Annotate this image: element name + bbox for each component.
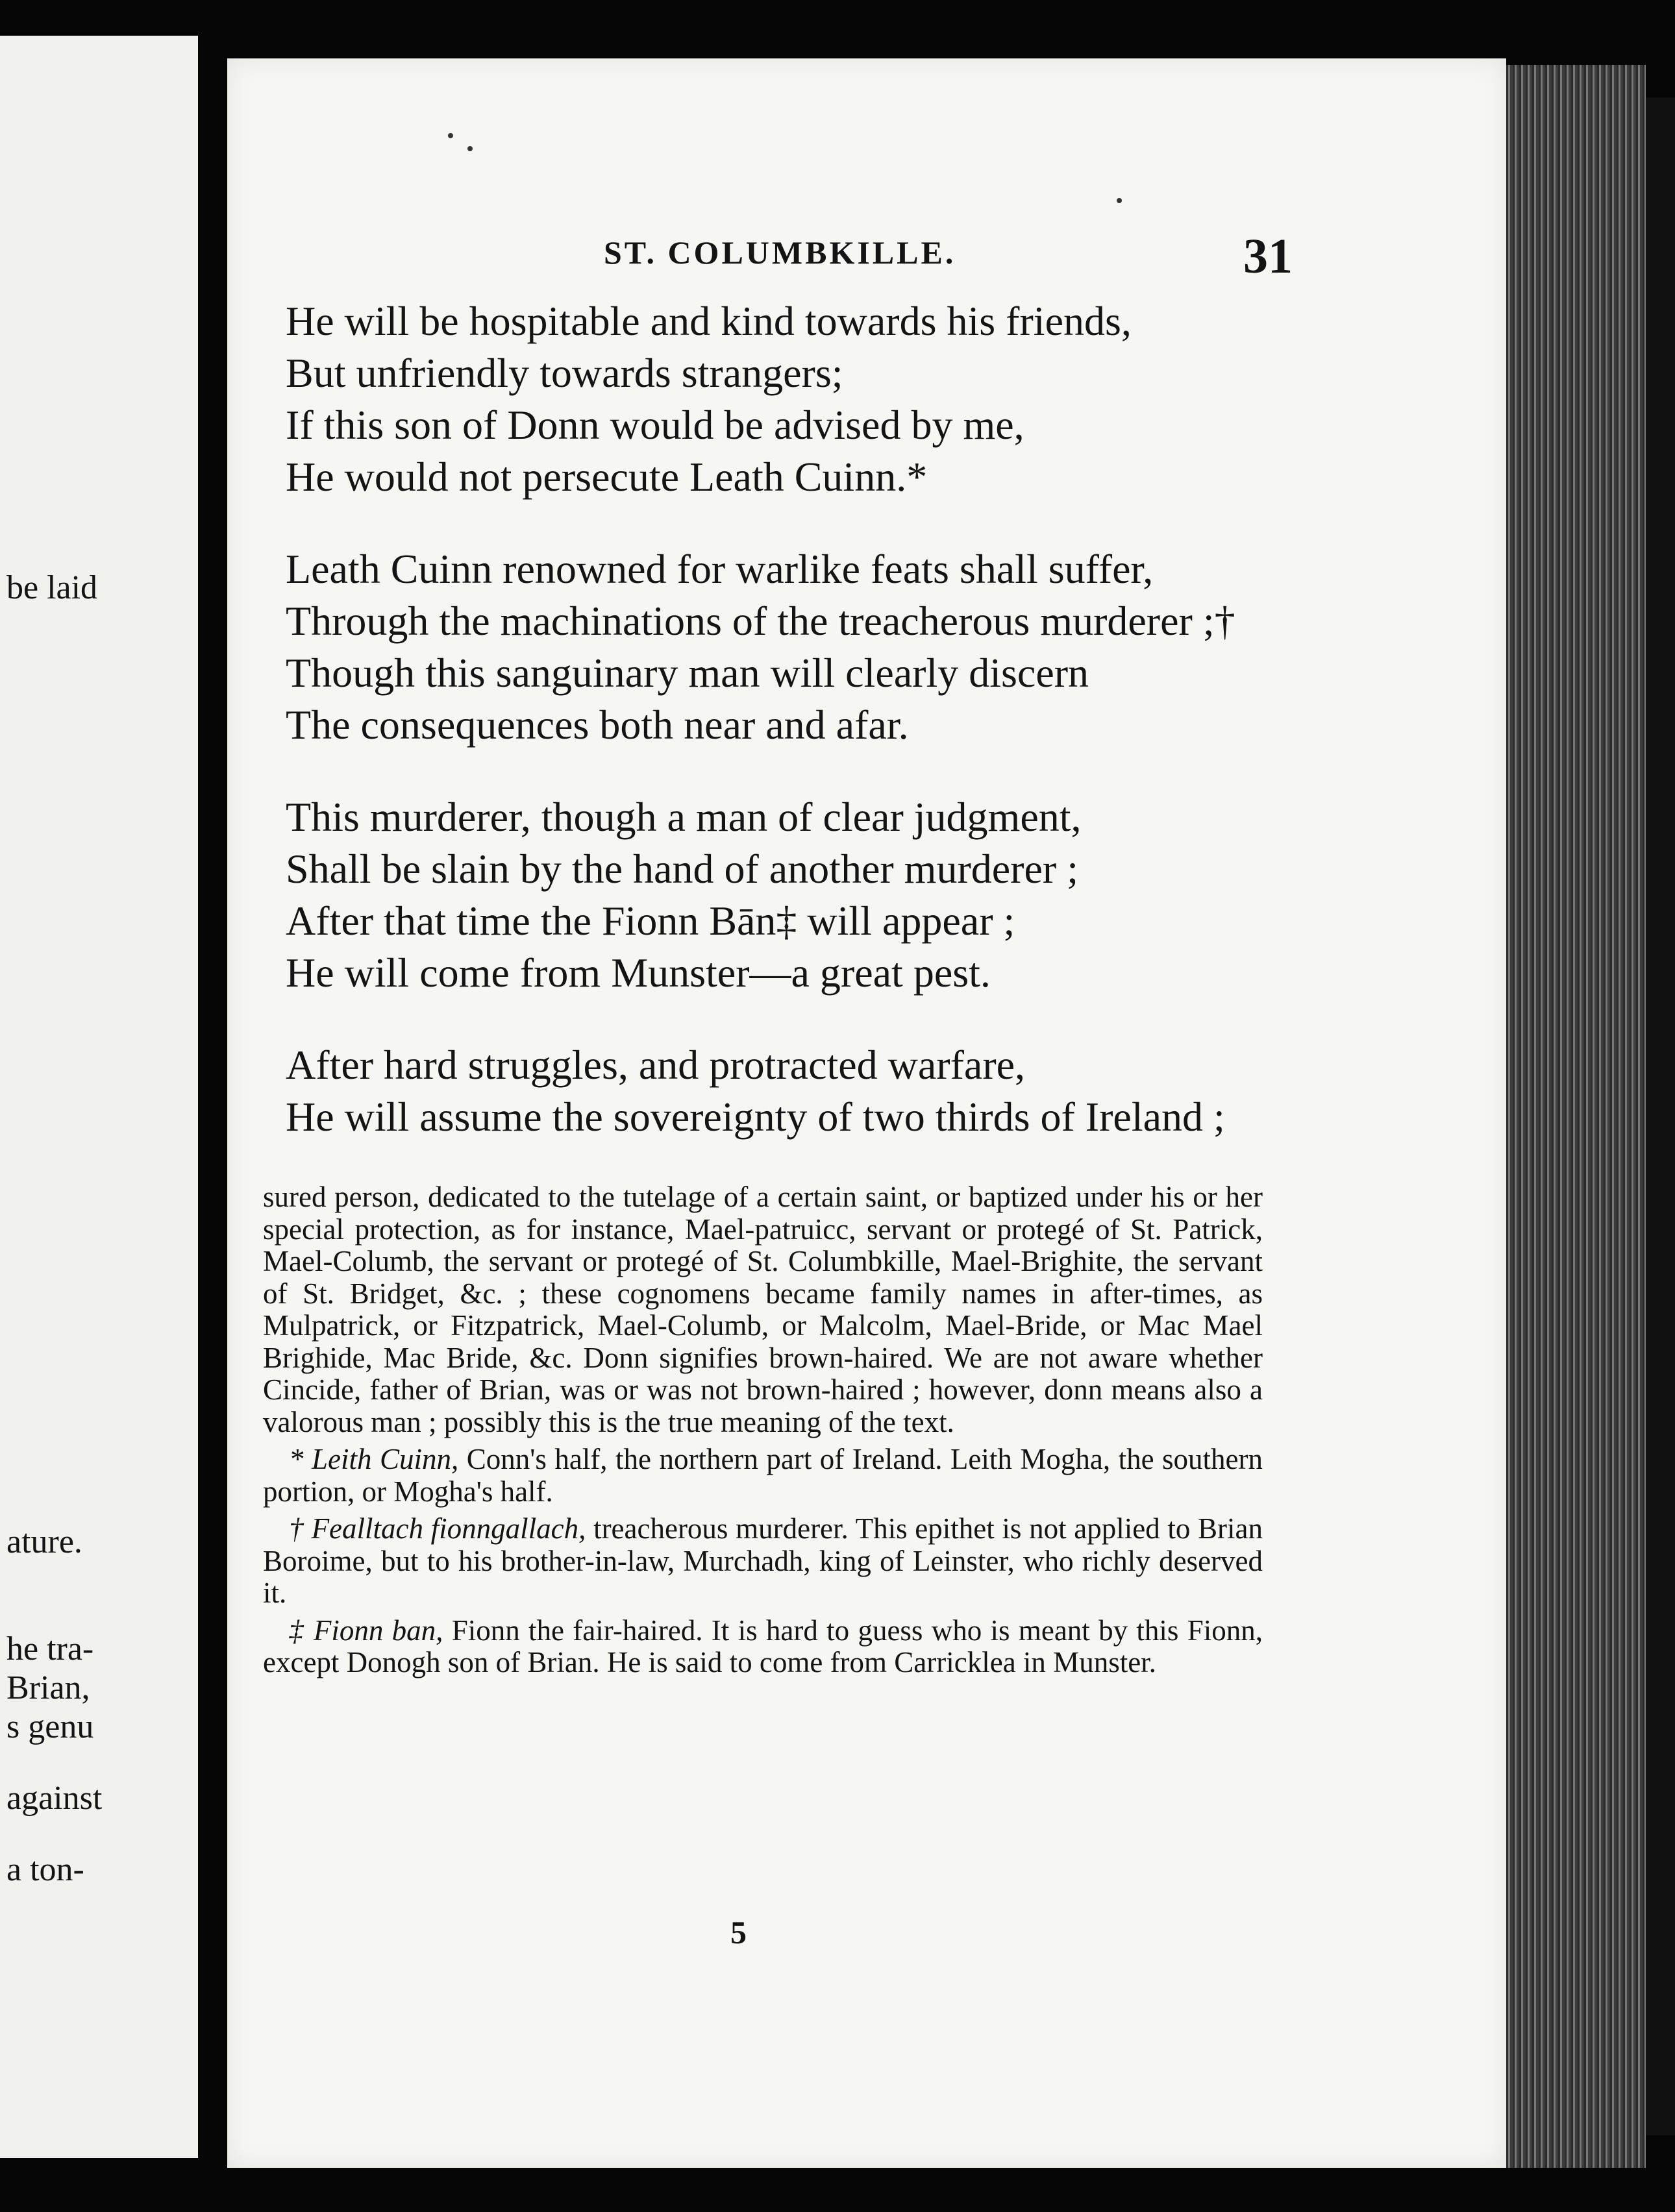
left-fragment: he tra-	[6, 1630, 94, 1667]
footnote	[263, 1513, 1263, 1610]
left-fragment: Brian,	[6, 1669, 90, 1706]
verse-line: He will be hospitable and kind towards his friends,	[286, 298, 1132, 344]
left-fragment: be laid	[6, 569, 98, 606]
verse-line: The consequences both near and afar.	[286, 702, 909, 748]
ink-speck	[448, 133, 453, 138]
footnote-reference: * Leith Cuinn,	[289, 1443, 459, 1475]
footnote	[263, 1444, 1263, 1508]
footnotes	[263, 1181, 1263, 1684]
ink-speck	[467, 146, 473, 151]
left-page-edge	[0, 36, 198, 2158]
page-fore-edge	[1506, 65, 1646, 2168]
stanza	[286, 1039, 1454, 1143]
footnote-reference: ‡ Fionn ban,	[289, 1614, 443, 1647]
left-fragment: ature.	[6, 1523, 82, 1560]
footnote-reference: † Fealltach fionngallach,	[289, 1512, 586, 1545]
verse-line: Shall be slain by the hand of another murderer ;	[286, 846, 1078, 892]
verse-line: He will come from Munster—a great pest.	[286, 950, 991, 996]
page-number: 31	[1243, 229, 1293, 284]
left-fragment: against	[6, 1780, 103, 1817]
footnote	[263, 1615, 1263, 1679]
verse-line: This murderer, though a man of clear judgment,	[286, 794, 1082, 840]
verse-line: But unfriendly towards strangers;	[286, 350, 843, 396]
left-fragment: s genu	[6, 1708, 94, 1745]
running-head: ST. COLUMBKILLE.	[604, 234, 956, 271]
gutter	[198, 26, 227, 2168]
verse-line: Through the machinations of the treacherous murderer ;†	[286, 598, 1235, 644]
verse-line: If this son of Donn would be advised by me,	[286, 402, 1024, 448]
footnote-text: Conn's half, the northern part of Ireland. Leith Mogha, the southern portion, or Mogha's half.	[263, 1443, 1263, 1508]
verse-line: He would not persecute Leath Cuinn.*	[286, 454, 928, 500]
verse-line: He will assume the sovereignty of two thirds of Ireland ;	[286, 1094, 1225, 1140]
poem	[286, 295, 1454, 1183]
left-fragment: a ton-	[6, 1851, 84, 1888]
stanza	[286, 543, 1454, 751]
signature-mark: 5	[730, 1914, 747, 1950]
verse-line: Leath Cuinn renowned for warlike feats shall suffer,	[286, 546, 1154, 592]
stanza	[286, 295, 1454, 503]
verse-line: After hard struggles, and protracted warfare,	[286, 1042, 1026, 1088]
verse-line: Though this sanguinary man will clearly discern	[286, 650, 1089, 696]
verse-line: After that time the Fionn Bān‡ will appear ;	[286, 898, 1015, 944]
ink-speck	[1117, 198, 1122, 203]
book-edge-shadow	[1646, 97, 1675, 2135]
stanza	[286, 791, 1454, 999]
footnote-text: Fionn the fair-haired. It is hard to guess who is meant by this Fionn, except Donogh son of Brian. He is said to come from Carricklea in Munster.	[263, 1614, 1263, 1678]
footnote-continuation: sured person, dedicated to the tutelage of a certain saint, or baptized under his or her special protection, as for instance, Mael-patruicc, servant or protegé of St. Patrick, Mael-Columb, the servant or protegé of St. Columbkille, Mael-Brighite, the servant of St. Bridget, &c. ; these cognomens became family names in after-times, as Mulpatrick, or Fitzpatrick, Mael-Columb, or Malcolm, Mael-Bride, or Mac Mael Brighide, Mac Bride, &c. Donn signifies brown-haired. We are not aware whether Cincide, father of Brian, was or was not brown-haired ; however, donn means also a valorous man ; possibly this is the true meaning of the text.	[263, 1181, 1263, 1438]
footnote-text: treacherous murderer. This epithet is not applied to Brian Boroime, but to his brother-in-law, Murchadh, king of Leinster, who richly deserved it.	[263, 1512, 1263, 1609]
